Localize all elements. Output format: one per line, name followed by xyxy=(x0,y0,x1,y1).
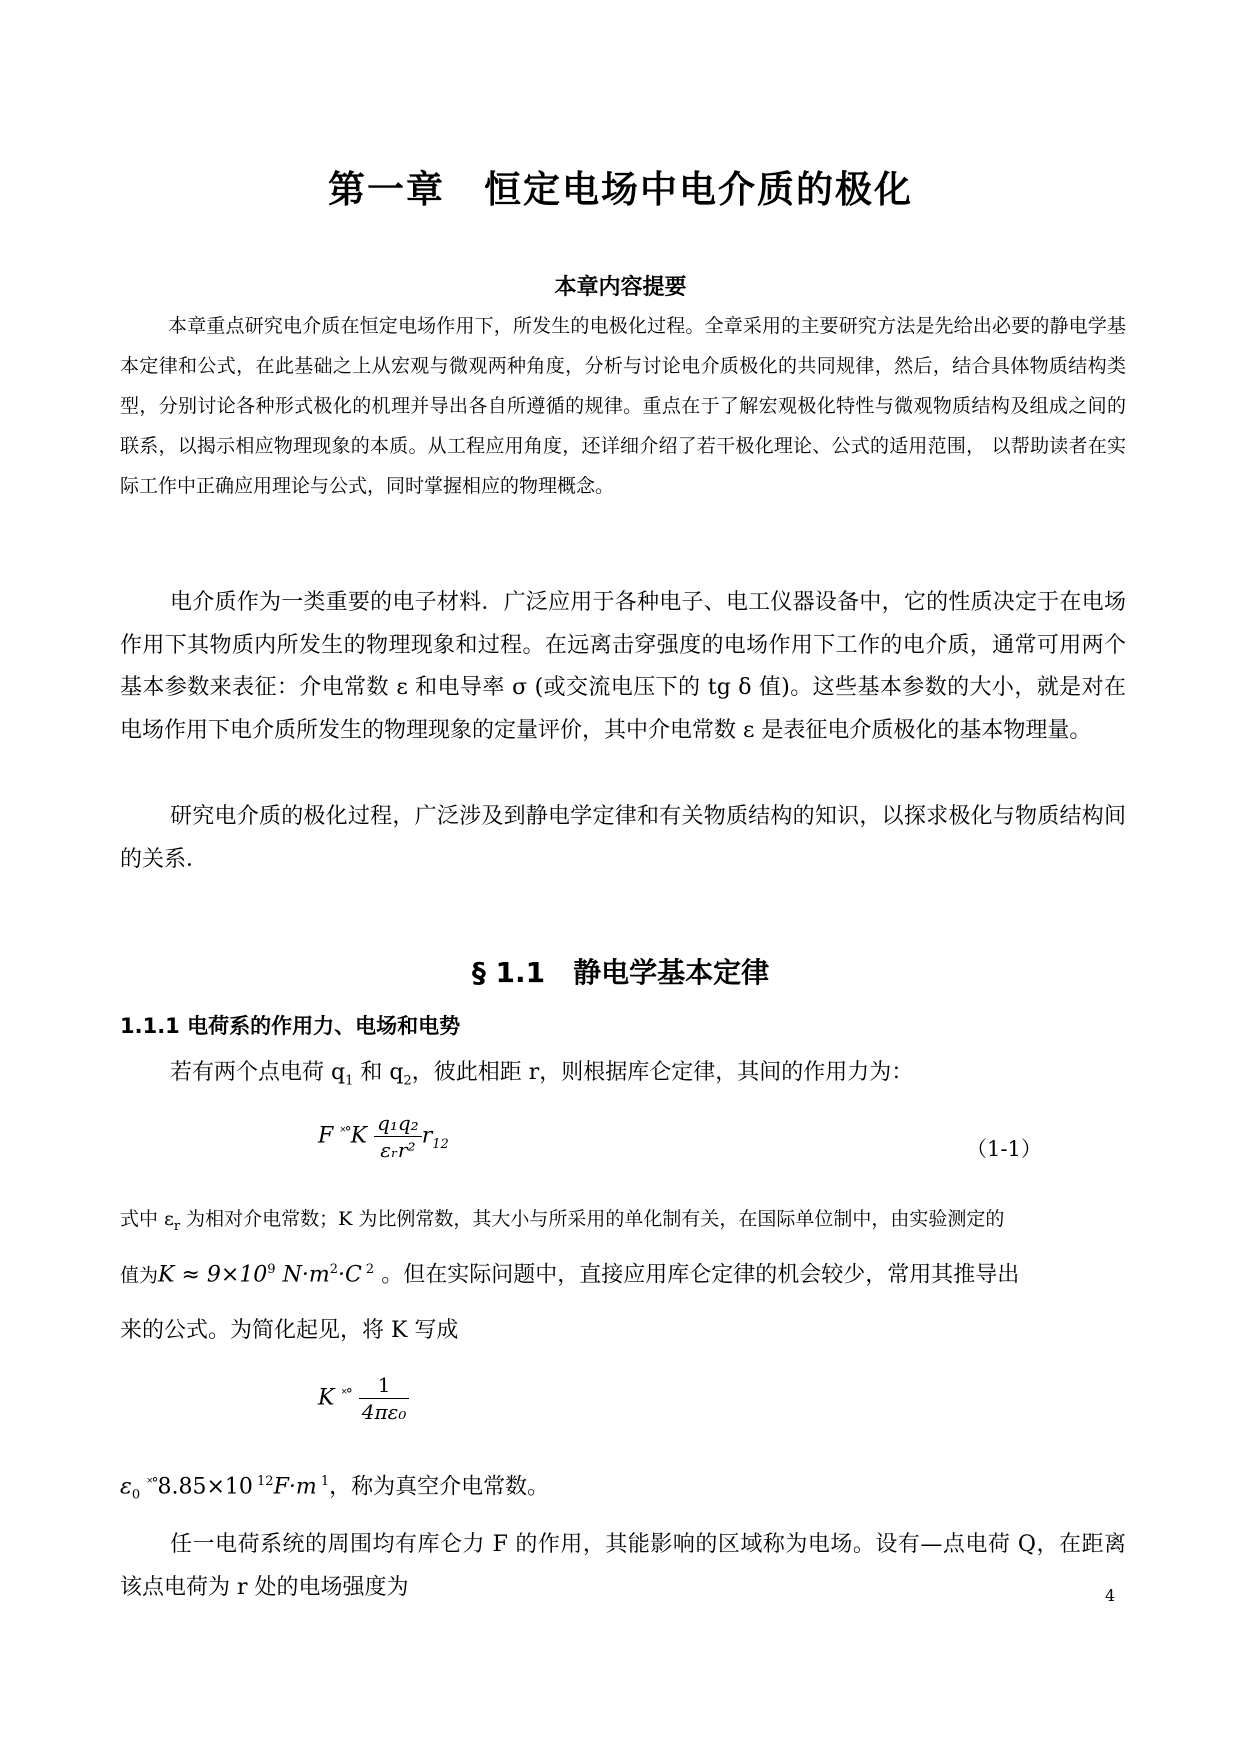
fraction: $\frac{\text{q₁q₂}}{\text{εᵣr²}}$ xyxy=(374,1110,422,1163)
page-number: 4 xyxy=(1105,1586,1116,1605)
fraction: $\frac{1}{\text{4πε₀}}$ xyxy=(359,1372,410,1425)
summary-heading: 本章内容提要 xyxy=(554,275,687,300)
body-paragraph: 电介质作为一类重要的电子材料．广泛应用于各种电子、电工仪器设备中，它的性质决定于在电场作用下其物质内所发生的物理现象和过程。在远离击穿强度的电场作用下工作的电介质，通常可用两个基本参数来表征：介电常数 ε 和电导率 σ (或交流电压下的 tg δ 值)。这些基本参数的大小，就是对在电场作用下电介质所发生的物理现象的定量评价，其中介电常数 ε 是表征电介质极化的基本物理量。 xyxy=(120,590,1126,743)
summary-paragraph: 本章重点研究电介质在恒定电场作用下，所发生的电极化过程。全章采用的主要研究方法是先给出必要的静电学基本定律和公式，在此基础之上从宏观与微观两种角度，分析与讨论电介质极化的共同规律，然后，结合具体物质结构类型，分别讨论各种形式极化的机理并导出各自所遵循的规律。重点在于了解宏观极化特性与微观物质结构及组成之间的联系，以揭示相应物理现象的本质。从工程应用角度，还详细介绍了若干极化理论、公式的适用范围， 以帮助读者在实际工作中正确应用理论与公式，同时掌握相应的物理概念。 xyxy=(120,315,1126,497)
equation-explanation: 式中 $\varepsilon_r$ 为相对介电常数；K 为比例常数，其大小与所采用的单化制有关，在国际单位制中，由实验测定的 xyxy=(120,1208,1005,1234)
equation-number: （1-1） xyxy=(966,1137,1042,1161)
body-paragraph: 任一电荷系统的周围均有库仑力 F 的作用，其能影响的区域称为电场。设有—点电荷 Q，在距离该点电荷为 r 处的电场强度为 xyxy=(120,1532,1126,1600)
subsection-heading: 1.1.1 电荷系的作用力、电场和电势 xyxy=(120,1014,461,1038)
equation-coulomb: F ˟°K $\frac{\text{q₁q₂}}{\text{εᵣr²}}$ $r_{12}$ xyxy=(318,1111,449,1162)
chapter-title: 第一章 恒定电场中电介质的极化 xyxy=(328,168,913,211)
equation-epsilon0: $\varepsilon_0$ ˟°8.85×10 $^{12}$F·m $^1$，称为真空介电常数。 xyxy=(120,1474,550,1503)
equation-k: K ˟° $\frac{1}{\text{4πε₀}}$ xyxy=(318,1372,409,1425)
equation-explanation: 来的公式。为简化起见，将 K 写成 xyxy=(120,1318,459,1343)
coulomb-intro: 若有两个点电荷 $q_1$ 和 $q_2$，彼此相距 r，则根据库仑定律，其间的作用力为： xyxy=(170,1060,914,1089)
section-heading: § 1.1 静电学基本定律 xyxy=(471,956,770,989)
equation-explanation: 值为$K \approx 9\times 10^9$ $N\cdot m^2\cdot C$ $^2$ 。但在实际问题中，直接应用库仑定律的机会较少，常用其推导出 xyxy=(120,1262,1020,1288)
body-paragraph: 研究电介质的极化过程，广泛涉及到静电学定律和有关物质结构的知识，以探求极化与物质结构间的关系． xyxy=(120,804,1126,872)
